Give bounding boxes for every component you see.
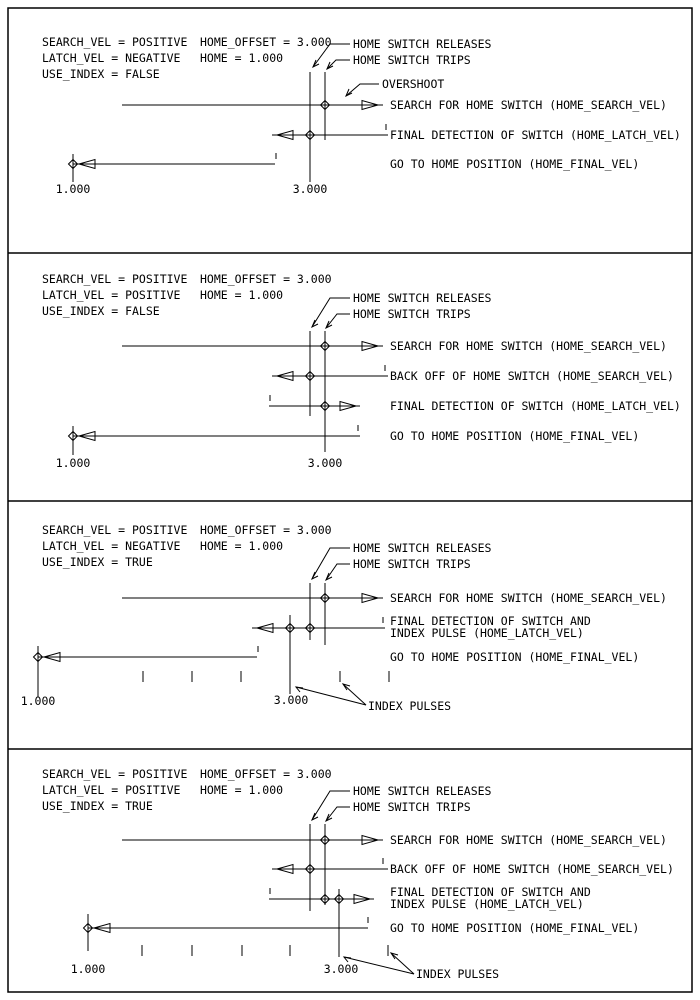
panel-3 <box>21 523 667 713</box>
param-latch-vel: LATCH_VEL = POSITIVE <box>42 783 181 797</box>
move-label-search: SEARCH FOR HOME SWITCH (HOME_SEARCH_VEL) <box>390 591 667 605</box>
move-label-backoff: BACK OFF OF HOME SWITCH (HOME_SEARCH_VEL) <box>390 369 674 383</box>
axis-offset-value: 3.000 <box>273 693 309 707</box>
axis-offset-value: 3.000 <box>307 456 343 470</box>
callout-switch-trips: HOME SWITCH TRIPS <box>353 307 471 321</box>
move-label-search: SEARCH FOR HOME SWITCH (HOME_SEARCH_VEL) <box>390 98 667 112</box>
param-search-vel: SEARCH_VEL = POSITIVE <box>42 523 188 537</box>
axis-offset-value: 3.000 <box>292 182 328 196</box>
axis-home-value: 1.000 <box>55 182 91 196</box>
overshoot-leader-line <box>346 84 379 96</box>
trips-leader-line <box>326 564 350 580</box>
param-use-index: USE_INDEX = FALSE <box>42 304 160 318</box>
panel-2 <box>42 272 681 470</box>
move-label-final-line1: FINAL DETECTION OF SWITCH AND <box>390 614 591 628</box>
index-pulse-ticks <box>143 671 389 682</box>
callout-overshoot: OVERSHOOT <box>382 77 445 91</box>
overshoot-leader-arrow-icon <box>346 89 352 96</box>
param-home-offset: HOME_OFFSET = 3.000 <box>200 523 332 537</box>
param-home-offset: HOME_OFFSET = 3.000 <box>200 272 332 286</box>
callout-index-pulses: INDEX PULSES <box>368 699 452 713</box>
move-label-gohome: GO TO HOME POSITION (HOME_FINAL_VEL) <box>390 157 640 171</box>
param-search-vel: SEARCH_VEL = POSITIVE <box>42 35 188 49</box>
axis-offset-value: 3.000 <box>323 962 359 976</box>
axis-home-value: 1.000 <box>70 962 106 976</box>
move-label-final: FINAL DETECTION OF SWITCH (HOME_LATCH_VEL) <box>390 128 681 142</box>
callout-switch-releases: HOME SWITCH RELEASES <box>353 37 492 51</box>
param-search-vel: SEARCH_VEL = POSITIVE <box>42 767 188 781</box>
releases-leader-line <box>312 298 350 327</box>
param-use-index: USE_INDEX = FALSE <box>42 67 160 81</box>
move-label-gohome: GO TO HOME POSITION (HOME_FINAL_VEL) <box>390 921 640 935</box>
move-label-backoff: BACK OFF OF HOME SWITCH (HOME_SEARCH_VEL) <box>390 862 674 876</box>
releases-leader-arrow-icon <box>312 572 318 579</box>
index-pulse-ticks <box>142 945 388 956</box>
param-home: HOME = 1.000 <box>200 51 284 65</box>
move-label-final-line2: INDEX PULSE (HOME_LATCH_VEL) <box>390 626 584 640</box>
releases-leader-arrow-icon <box>312 813 318 820</box>
callout-switch-trips: HOME SWITCH TRIPS <box>353 557 471 571</box>
param-use-index: USE_INDEX = TRUE <box>42 799 153 813</box>
param-use-index: USE_INDEX = TRUE <box>42 555 153 569</box>
param-home: HOME = 1.000 <box>200 783 284 797</box>
param-home: HOME = 1.000 <box>200 288 284 302</box>
move-label-final-line2: INDEX PULSE (HOME_LATCH_VEL) <box>390 897 584 911</box>
callout-switch-trips: HOME SWITCH TRIPS <box>353 53 471 67</box>
param-home: HOME = 1.000 <box>200 539 284 553</box>
move-label-final: FINAL DETECTION OF SWITCH (HOME_LATCH_VEL) <box>390 399 681 413</box>
callout-switch-releases: HOME SWITCH RELEASES <box>353 784 492 798</box>
panel-4 <box>42 767 674 981</box>
param-latch-vel: LATCH_VEL = NEGATIVE <box>42 539 181 553</box>
callout-switch-trips: HOME SWITCH TRIPS <box>353 800 471 814</box>
move-label-search: SEARCH FOR HOME SWITCH (HOME_SEARCH_VEL) <box>390 833 667 847</box>
callout-switch-releases: HOME SWITCH RELEASES <box>353 541 492 555</box>
index-pulses-leader-arrow-icon <box>296 687 303 692</box>
axis-home-value: 1.000 <box>55 456 91 470</box>
param-home-offset: HOME_OFFSET = 3.000 <box>200 35 332 49</box>
move-label-final-line1: FINAL DETECTION OF SWITCH AND <box>390 885 591 899</box>
move-label-gohome: GO TO HOME POSITION (HOME_FINAL_VEL) <box>390 650 640 664</box>
param-latch-vel: LATCH_VEL = POSITIVE <box>42 288 181 302</box>
callout-switch-releases: HOME SWITCH RELEASES <box>353 291 492 305</box>
move-label-search: SEARCH FOR HOME SWITCH (HOME_SEARCH_VEL) <box>390 339 667 353</box>
move-label-gohome: GO TO HOME POSITION (HOME_FINAL_VEL) <box>390 429 640 443</box>
releases-leader-arrow-icon <box>312 320 318 327</box>
param-search-vel: SEARCH_VEL = POSITIVE <box>42 272 188 286</box>
param-latch-vel: LATCH_VEL = NEGATIVE <box>42 51 181 65</box>
panel-1 <box>42 35 681 196</box>
param-home-offset: HOME_OFFSET = 3.000 <box>200 767 332 781</box>
callout-index-pulses: INDEX PULSES <box>416 967 500 981</box>
releases-leader-line <box>312 791 350 820</box>
axis-home-value: 1.000 <box>20 694 56 708</box>
